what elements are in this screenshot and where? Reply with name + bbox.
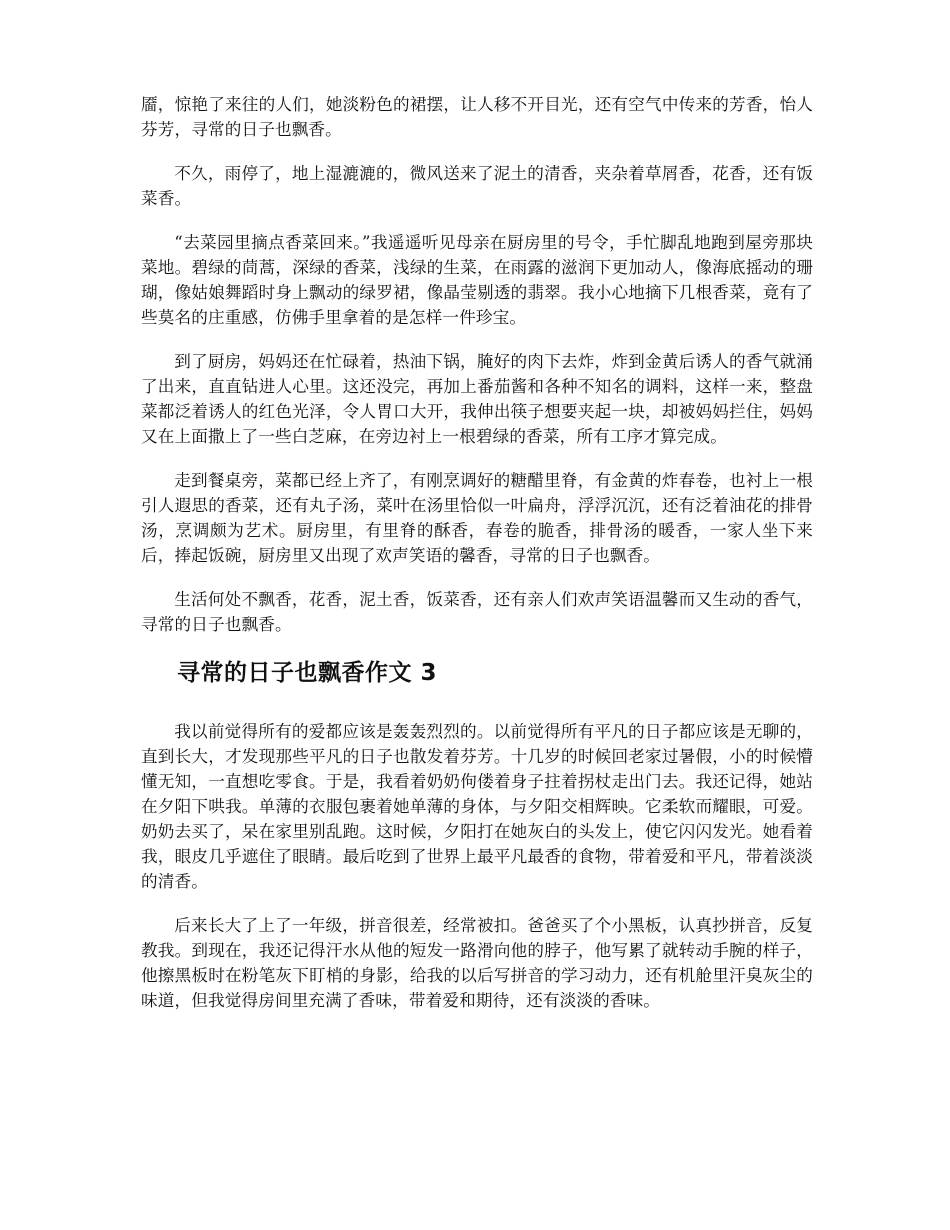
paragraph-continued: 靥，惊艳了来往的人们，她淡粉色的裙摆，让人移不开目光，还有空气中传来的芳香，怡人芬芳，寻常的日子也飘香。 xyxy=(141,95,813,139)
paragraph-conclusion: 生活何处不飘香，花香，泥土香，饭菜香，还有亲人们欢声笑语温馨而又生动的香气，寻常的日子也飘香。 xyxy=(141,590,813,634)
paragraph-rain-stops: 不久，雨停了，地上湿漉漉的，微风送来了泥土的清香，夹杂着草屑香，花香，还有饭菜香。 xyxy=(141,164,813,208)
essay-heading: 寻常的日子也飘香作文 3 xyxy=(177,660,438,686)
paragraph-father: 后来长大了上了一年级，拼音很差，经常被扣。爸爸买了个小黑板，认真抄拼音，反复教我。到现在，我还记得汗水从他的短发一路滑向他的脖子，他写累了就转动手腕的样子，他擦黑板时在粉笔灰下盯梢的身影，给我的以后写拼音的学习动力，还有机舱里汗臭灰尘的味道，但我觉得房间里充满了香味，带着爱和期待，还有淡淡的香味。 xyxy=(141,916,813,1010)
document-page xyxy=(141,92,813,1032)
paragraph-vegetable-garden: “去菜园里摘点香菜回来。”我遥遥听见母亲在厨房里的号令，手忙脚乱地跑到屋旁那块菜地。碧绿的茼蒿，深绿的香菜，浅绿的生菜，在雨露的滋润下更加动人，像海底摇动的珊瑚，像姑娘舞蹈时身上飘动的绿罗裙，像晶莹剔透的翡翠。我小心地摘下几根香菜，竟有了些莫名的庄重感，仿佛手里拿着的是怎样一件珍宝。 xyxy=(141,233,813,327)
paragraph-kitchen: 到了厨房，妈妈还在忙碌着，热油下锅，腌好的肉下去炸，炸到金黄后诱人的香气就涌了出来，直直钻进人心里。这还没完，再加上番茄酱和各种不知名的调料，这样一来，整盘菜都泛着诱人的红色光泽，令人胃口大开，我伸出筷子想要夹起一块，却被妈妈拦住，妈妈又在上面撒上了一些白芝麻，在旁边衬上一根碧绿的香菜，所有工序才算完成。 xyxy=(141,352,813,446)
paragraph-dining-table: 走到餐桌旁，菜都已经上齐了，有刚烹调好的糖醋里脊，有金黄的炸春卷，也衬上一根引人遐思的香菜，还有丸子汤，菜叶在汤里恰似一叶扁舟，浮浮沉沉，还有泛着油花的排骨汤，烹调颇为艺术。厨房里，有里脊的酥香，春卷的脆香，排骨汤的暖香，一家人坐下来后，捧起饭碗，厨房里又出现了欢声笑语的馨香，寻常的日子也飘香。 xyxy=(141,471,813,565)
paragraph-grandmother: 我以前觉得所有的爱都应该是轰轰烈烈的。以前觉得所有平凡的日子都应该是无聊的，直到长大，才发现那些平凡的日子也散发着芬芳。十几岁的时候回老家过暑假，小的时候懵懂无知，一直想吃零食。于是，我看着奶奶佝偻着身子拄着拐杖走出门去。我还记得，她站在夕阳下哄我。单薄的衣服包裹着她单薄的身体，与夕阳交相辉映。它柔软而耀眼，可爱。奶奶去买了，呆在家里别乱跑。这时候，夕阳打在她灰白的头发上，使它闪闪发光。她看着我，眼皮几乎遮住了眼睛。最后吃到了世界上最平凡最香的食物，带着爱和平凡，带着淡淡的清香。 xyxy=(141,722,813,891)
